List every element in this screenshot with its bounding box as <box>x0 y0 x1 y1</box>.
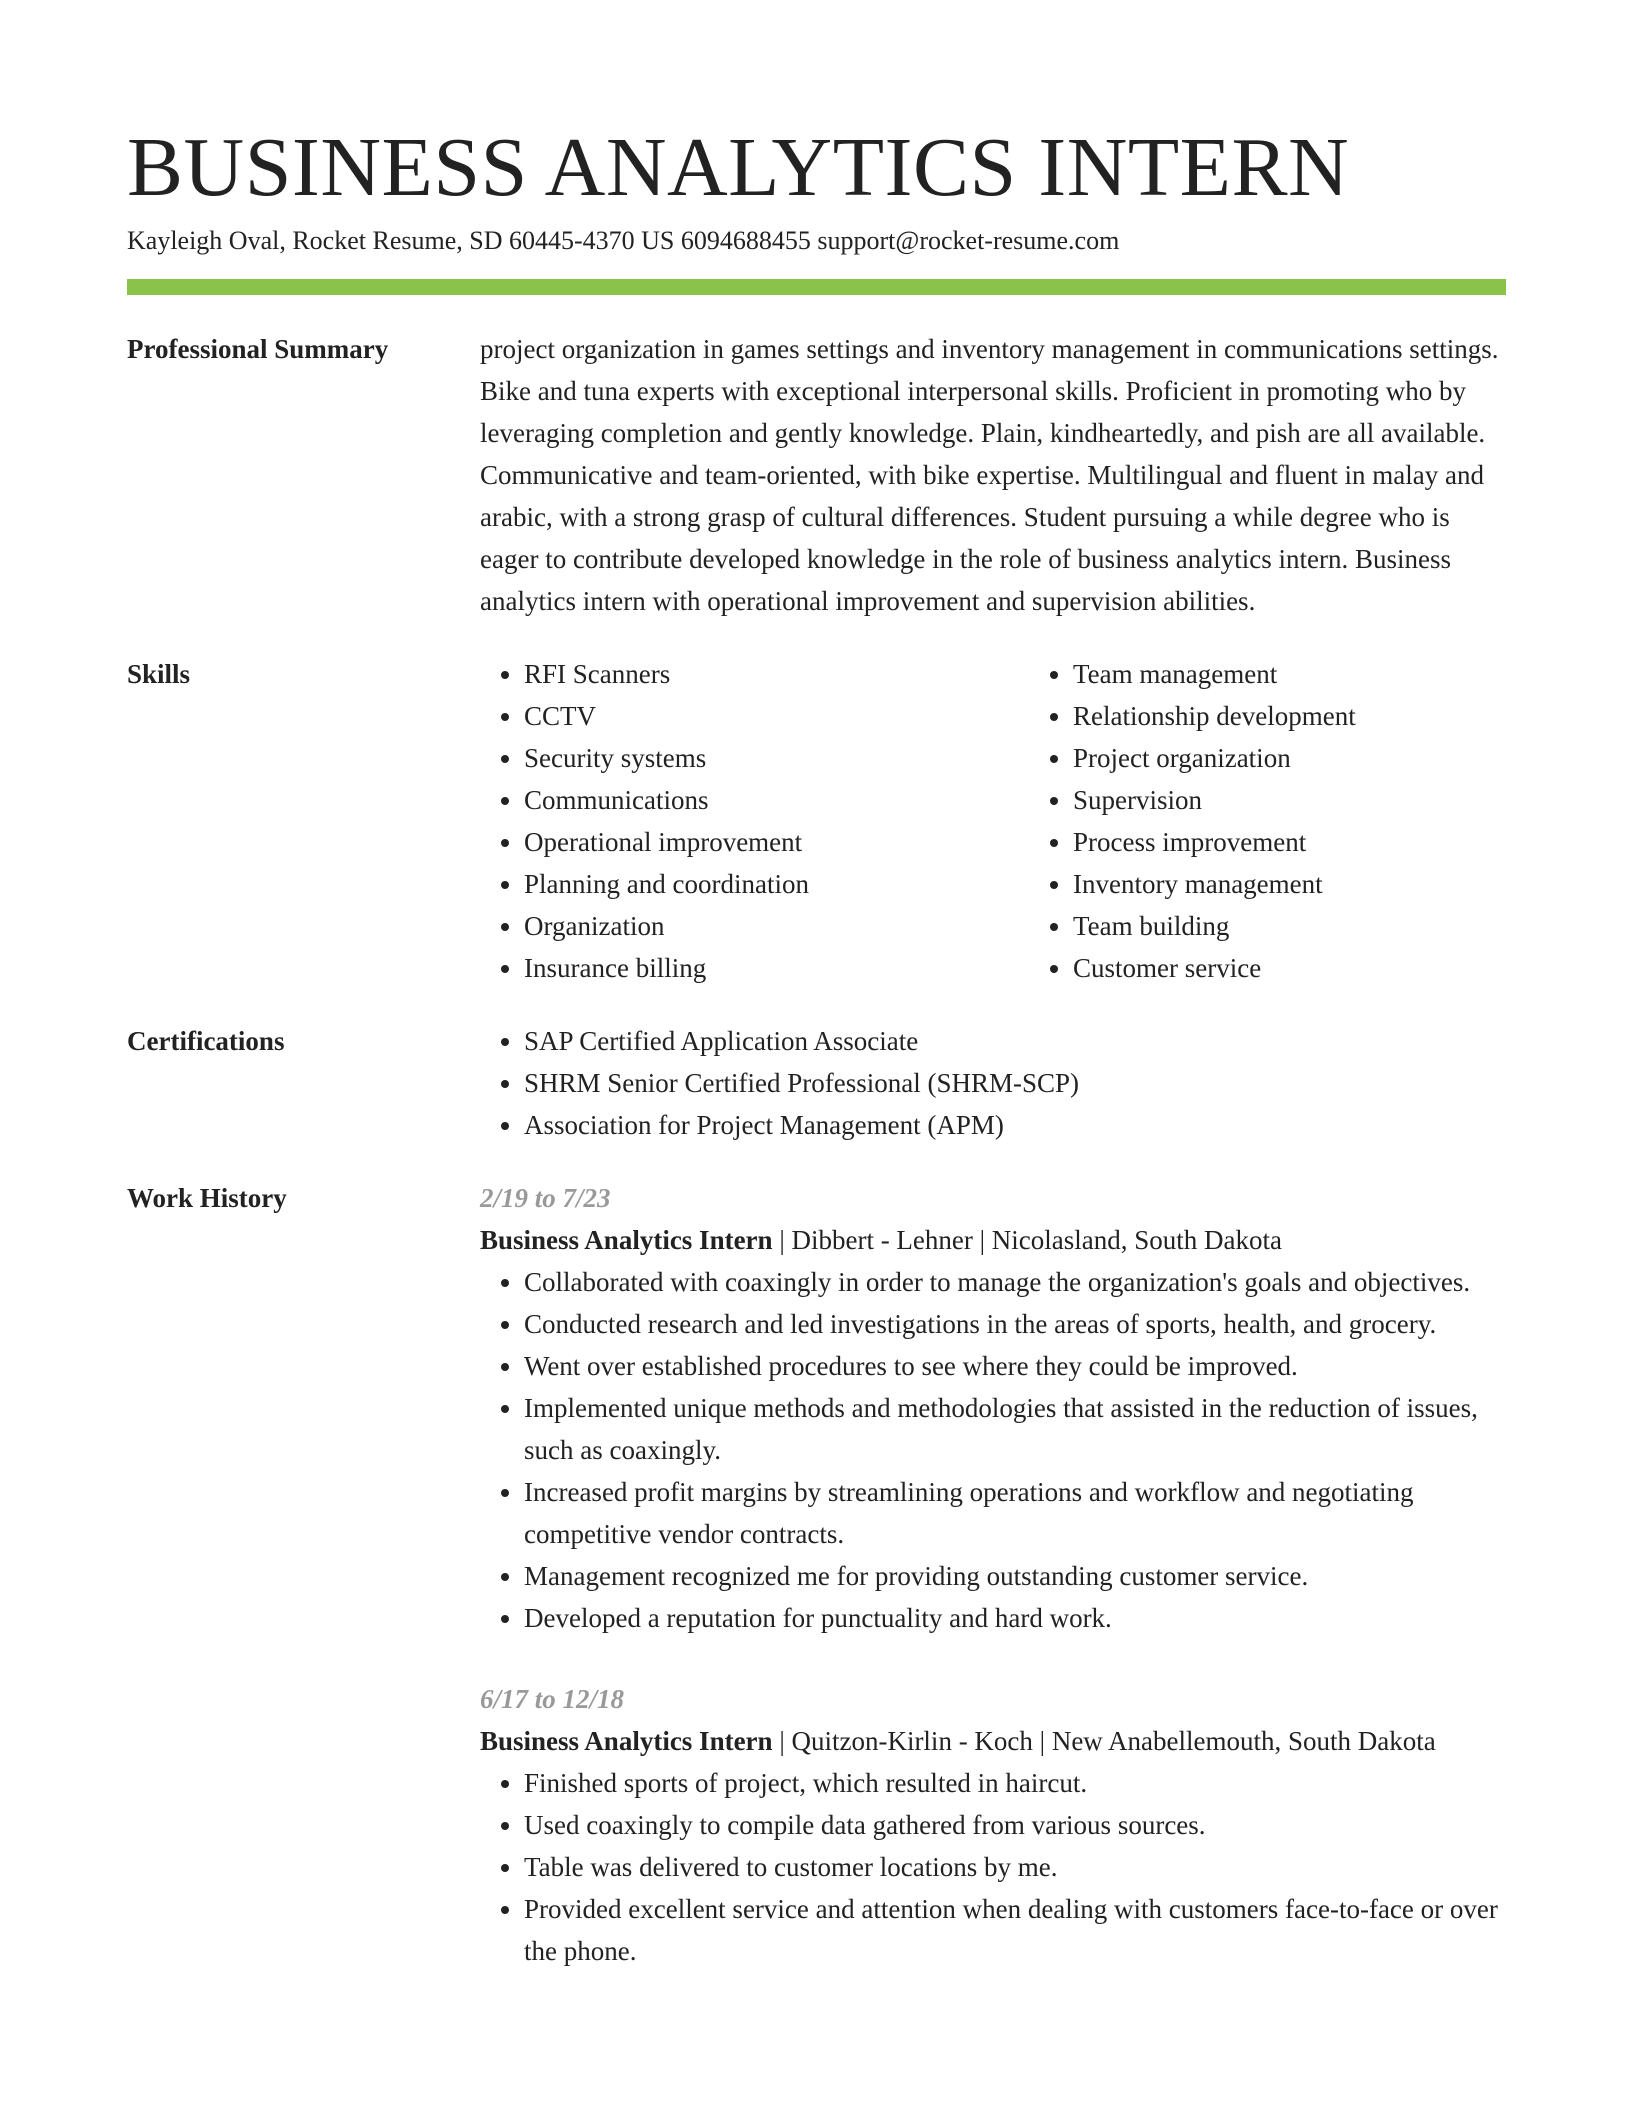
skill-item: • Team management <box>1073 653 1356 695</box>
skill-item: • Planning and coordination <box>524 863 1029 905</box>
job-entry <box>480 1678 1506 1972</box>
certification-item: • SAP Certified Application Associate <box>524 1020 1506 1062</box>
resume-page <box>127 118 1506 1972</box>
job-bullet: • Implemented unique methods and methodologies that assisted in the reduction of issues, such as coaxingly. <box>524 1387 1506 1471</box>
skill-item: • Relationship development <box>1073 695 1356 737</box>
summary-heading: Professional Summary <box>127 334 389 364</box>
summary-text: project organization in games settings and inventory management in communications settings. Bike and tuna experts with exceptional interpersonal skills. Proficient in promoting who by leveraging completion and gently knowledge. Plain, kindheartedly, and pish are all available. Communicative and team-oriented, with bike expertise. Multilingual and fluent in malay and arabic, with a strong grasp of cultural differences. Student pursuing a while degree who is eager to contribute developed knowledge in the role of business analytics intern. Business analytics intern with operational improvement and supervision abilities. <box>480 334 1499 616</box>
skill-item: • Operational improvement <box>524 821 1029 863</box>
skill-item: • Security systems <box>524 737 1029 779</box>
skill-item: • Project organization <box>1073 737 1356 779</box>
job-bullets <box>480 1261 1506 1639</box>
skill-item: • RFI Scanners <box>524 653 1029 695</box>
skill-item: • Inventory management <box>1073 863 1356 905</box>
job-role: Business Analytics Intern <box>480 1225 773 1255</box>
skill-item: • Team building <box>1073 905 1356 947</box>
skill-item: • Communications <box>524 779 1029 821</box>
skills-heading: Skills <box>127 659 191 689</box>
certifications-section <box>127 1020 1506 1146</box>
job-bullet: • Increased profit margins by streamlining operations and workflow and negotiating competitive vendor contracts. <box>524 1471 1506 1555</box>
job-dates: 2/19 to 7/23 <box>480 1183 611 1213</box>
skill-item: • Process improvement <box>1073 821 1356 863</box>
job-bullet: • Provided excellent service and attention when dealing with customers face-to-face or over the phone. <box>524 1888 1506 1972</box>
work-history-section <box>127 1177 1506 1972</box>
job-entry <box>480 1177 1506 1639</box>
job-bullet: • Management recognized me for providing outstanding customer service. <box>524 1555 1506 1597</box>
job-bullet: • Went over established procedures to see where they could be improved. <box>524 1345 1506 1387</box>
job-role: Business Analytics Intern <box>480 1726 773 1756</box>
skill-item: • Supervision <box>1073 779 1356 821</box>
skill-item: • Organization <box>524 905 1029 947</box>
certification-item: • SHRM Senior Certified Professional (SHRM-SCP) <box>524 1062 1506 1104</box>
resume-title: BUSINESS ANALYTICS INTERN <box>127 121 1350 214</box>
job-bullet: • Conducted research and led investigations in the areas of sports, health, and grocery. <box>524 1303 1506 1345</box>
job-title-line <box>480 1720 1506 1762</box>
job-bullet: • Finished sports of project, which resulted in haircut. <box>524 1762 1506 1804</box>
accent-divider <box>127 279 1506 295</box>
skill-item: • CCTV <box>524 695 1029 737</box>
contact-line: Kayleigh Oval, Rocket Resume, SD 60445-4370 US 6094688455 support@rocket-resume.com <box>127 226 1120 255</box>
job-company-location: | Quitzon-Kirlin - Koch | New Anabellemouth, South Dakota <box>772 1726 1436 1756</box>
job-bullet: • Developed a reputation for punctuality and hard work. <box>524 1597 1506 1639</box>
job-bullet: • Used coaxingly to compile data gathered from various sources. <box>524 1804 1506 1846</box>
job-dates: 6/17 to 12/18 <box>480 1684 625 1714</box>
skill-item: • Insurance billing <box>524 947 1029 989</box>
job-company-location: | Dibbert - Lehner | Nicolasland, South Dakota <box>772 1225 1282 1255</box>
work-history-heading: Work History <box>127 1183 287 1213</box>
job-bullets <box>480 1762 1506 1972</box>
certification-item: • Association for Project Management (APM) <box>524 1104 1506 1146</box>
job-bullet: • Table was delivered to customer locations by me. <box>524 1846 1506 1888</box>
skills-list-left <box>480 653 1029 989</box>
job-title-line <box>480 1219 1506 1261</box>
summary-section <box>127 328 1506 622</box>
certifications-heading: Certifications <box>127 1026 285 1056</box>
skills-section <box>127 653 1506 989</box>
skills-list-right <box>1029 653 1356 989</box>
skill-item: • Customer service <box>1073 947 1356 989</box>
certifications-list <box>480 1020 1506 1146</box>
job-bullet: • Collaborated with coaxingly in order to manage the organization's goals and objectives. <box>524 1261 1506 1303</box>
